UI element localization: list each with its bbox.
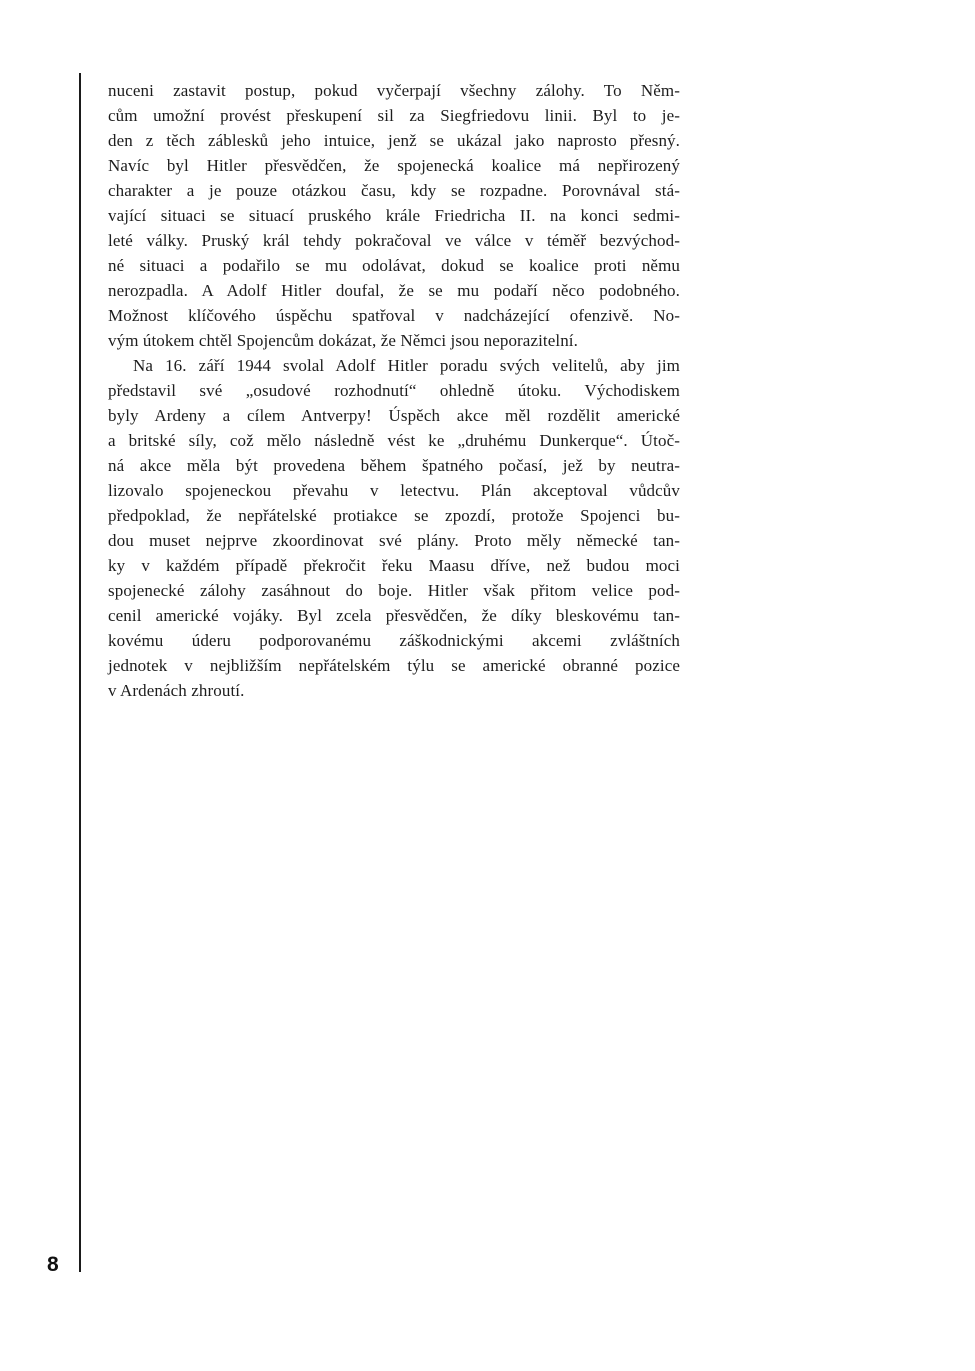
text-line: vým útokem chtěl Spojencům dokázat, že Němci jsou neporazitelní. <box>108 331 578 350</box>
text-line: v Ardenách zhroutí. <box>108 681 245 700</box>
text-line: předpoklad, že nepřátelské protiakce se zpozdí, protože Spojenci bu- <box>108 506 680 525</box>
margin-rule <box>79 73 81 1272</box>
text-line: cenil americké vojáky. Byl zcela přesvědčen, že díky bleskovému tan- <box>108 606 680 625</box>
text-line: lizovalo spojeneckou převahu v letectvu. Plán akceptoval vůdcův <box>108 481 680 500</box>
text-line: ná akce měla být provedena během špatného počasí, jež by neutra- <box>108 456 680 475</box>
text-line: nerozpadla. A Adolf Hitler doufal, že se mu podaří něco podobného. <box>108 281 680 300</box>
text-line: charakter a je pouze otázkou času, kdy se rozpadne. Porovnával stá- <box>108 181 680 200</box>
text-line: ky v každém případě překročit řeku Maasu dříve, než budou moci <box>108 556 680 575</box>
page-number: 8 <box>47 1253 59 1276</box>
text-line: a britské síly, což mělo následně vést ke „druhému Dunkerque“. Útoč- <box>108 431 680 450</box>
text-line: Na 16. září 1944 svolal Adolf Hitler poradu svých velitelů, aby jim <box>133 356 680 375</box>
text-line: nuceni zastavit postup, pokud vyčerpají všechny zálohy. To Něm- <box>108 81 680 100</box>
text-line: Navíc byl Hitler přesvědčen, že spojenecká koalice má nepřirozený <box>108 156 680 175</box>
text-line: kovému úderu podporovanému záškodnickými akcemi zvláštních <box>108 631 680 650</box>
paragraph <box>108 78 680 353</box>
text-line: den z těch záblesků jeho intuice, jenž se ukázal jako naprosto přesný. <box>108 131 680 150</box>
text-line: byly Ardeny a cílem Antverpy! Úspěch akce měl rozdělit americké <box>108 406 680 425</box>
text-block <box>108 78 680 703</box>
text-line: vající situaci se situací pruského krále Friedricha II. na konci sedmi- <box>108 206 680 225</box>
text-line: jednotek v nejbližším nepřátelském týlu se americké obranné pozice <box>108 656 680 675</box>
text-line: představil své „osudové rozhodnutí“ ohledně útoku. Východiskem <box>108 381 680 400</box>
text-line: né situaci a podařilo se mu odolávat, dokud se koalice proti němu <box>108 256 680 275</box>
text-line: spojenecké zálohy zasáhnout do boje. Hitler však přitom velice pod- <box>108 581 680 600</box>
text-line: dou muset nejprve zkoordinovat své plány. Proto měly německé tan- <box>108 531 680 550</box>
text-line: leté války. Pruský král tehdy pokračoval ve válce v téměř bezvýchod- <box>108 231 680 250</box>
text-line: cům umožní provést přeskupení sil za Siegfriedovu linii. Byl to je- <box>108 106 680 125</box>
text-line: Možnost klíčového úspěchu spatřoval v nadcházející ofenzivě. No- <box>108 306 680 325</box>
paragraph <box>108 353 680 703</box>
